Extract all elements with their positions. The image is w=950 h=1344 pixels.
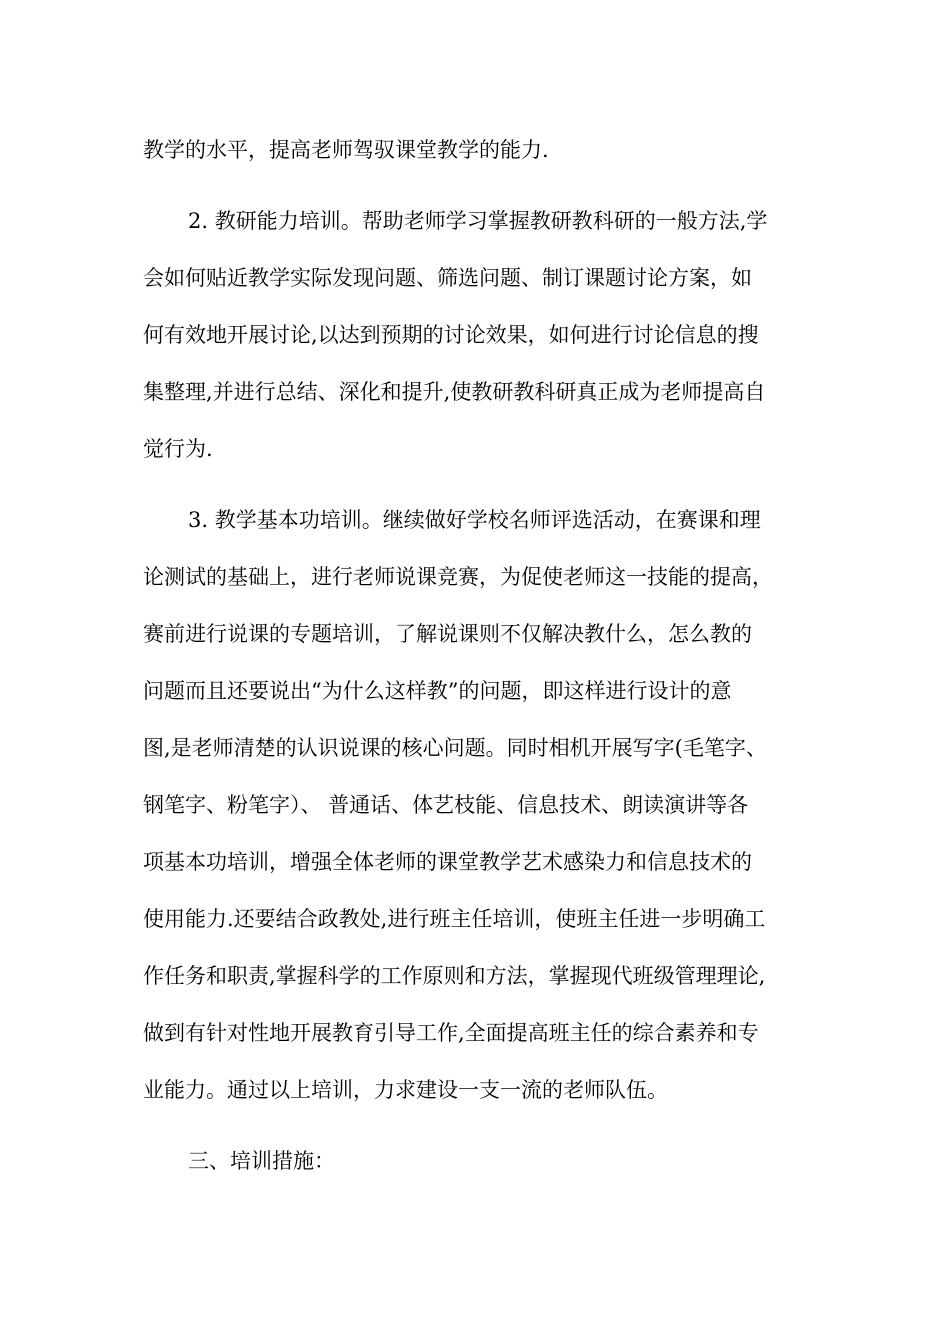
text-line: 作任务和职责,掌握科学的工作原则和方法，掌握现代班级管理理论, <box>143 964 766 988</box>
text-line: 何有效地开展讨论,以达到预期的讨论效果，如何进行讨论信息的搜 <box>143 323 759 347</box>
section-heading: 三、培训措施： <box>188 1149 335 1173</box>
text-line: 3. 教学基本功培训。继续做好学校名师评选活动，在赛课和理 <box>188 508 761 532</box>
text-line: 论测试的基础上，进行老师说课竞赛，为促使老师这一技能的提高， <box>143 565 773 589</box>
text-line: 业能力。通过以上培训，力求建设一支一流的老师队伍。 <box>143 1078 668 1102</box>
text-line: 教学的水平，提高老师驾驭课堂教学的能力. <box>143 138 549 162</box>
text-line: 觉行为. <box>143 437 213 461</box>
text-line: 问题而且还要说出“为什么这样教”的问题，即这样进行设计的意 <box>143 679 732 703</box>
text-line: 钢笔字、粉笔字）、 普通话、体艺枝能、信息技术、朗读演讲等各 <box>143 793 749 817</box>
text-line: 赛前进行说课的专题培训，了解说课则不仅解决教什么，怎么教的 <box>143 622 752 646</box>
text-line: 项基本功培训，增强全体老师的课堂教学艺术感染力和信息技术的 <box>143 850 752 874</box>
text-line: 图,是老师清楚的认识说课的核心问题。同时相机开展写字(毛笔字、 <box>143 736 767 760</box>
text-line: 做到有针对性地开展教育引导工作,全面提高班主任的综合素养和专 <box>143 1021 759 1045</box>
text-line: 会如何贴近教学实际发现问题、筛选问题、制订课题讨论方案，如 <box>143 266 752 290</box>
text-line: 集整理,并进行总结、深化和提升,使教研教科研真正成为老师提高自 <box>143 380 766 404</box>
text-line: 2. 教研能力培训。帮助老师学习掌握教研教科研的一般方法,学 <box>188 209 768 233</box>
text-line: 使用能力.还要结合政教处,进行班主任培训，使班主任进一步明确工 <box>143 907 766 931</box>
